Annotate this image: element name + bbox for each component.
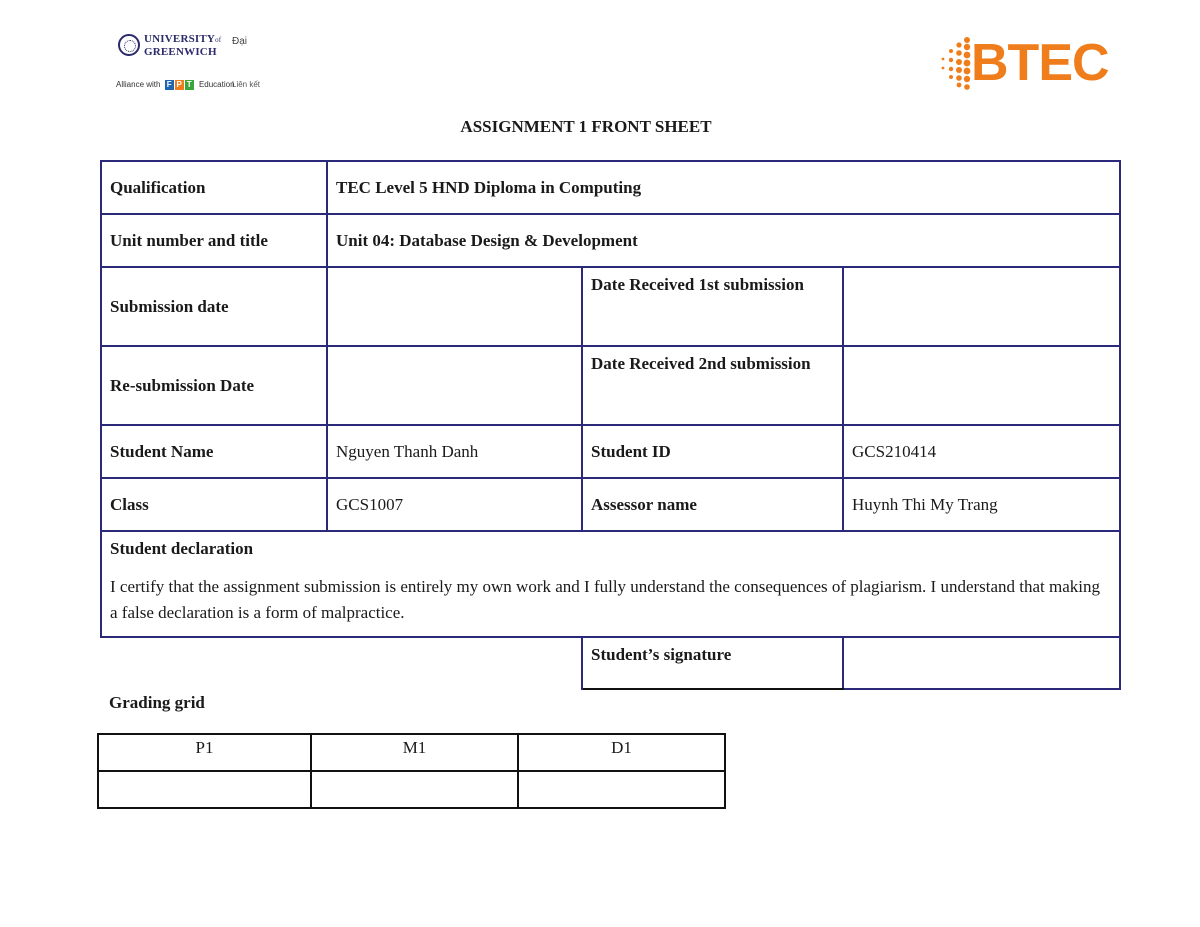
resubmission-date-label: Re-submission Date bbox=[101, 346, 327, 425]
university-seal-icon bbox=[118, 34, 140, 56]
table-row-qualification bbox=[101, 161, 1120, 214]
grade-header-p1: P1 bbox=[98, 734, 311, 771]
table-row-declaration bbox=[101, 531, 1120, 637]
grading-grid-table bbox=[97, 733, 726, 809]
declaration-text: I certify that the assignment submission is entirely my own work and I fully understand the consequences of plagiarism. I understand that making a false declaration is a form of malpractice. bbox=[110, 577, 1101, 622]
grade-cell-d1[interactable] bbox=[518, 771, 725, 808]
alliance-line: Alliance with F P T Education bbox=[116, 80, 235, 90]
resubmission-date-field[interactable] bbox=[327, 346, 582, 425]
alliance-side-text: Liên kết bbox=[232, 80, 261, 89]
grade-header-m1: M1 bbox=[311, 734, 518, 771]
submission-date-label: Submission date bbox=[101, 267, 327, 346]
grading-grid-title: Grading grid bbox=[109, 693, 205, 712]
btec-logo bbox=[937, 36, 1122, 92]
university-of-greenwich-logo bbox=[112, 30, 262, 96]
qualification-value: TEC Level 5 HND Diploma in Computing bbox=[327, 161, 1120, 214]
date-received-2nd-label: Date Received 2nd submission bbox=[582, 346, 843, 425]
student-name-value: Nguyen Thanh Danh bbox=[327, 425, 582, 478]
btec-wordmark: BTEC bbox=[971, 34, 1109, 92]
grading-header-row bbox=[98, 734, 725, 771]
signature-label: Student’s signature bbox=[582, 637, 843, 689]
student-id-value: GCS210414 bbox=[843, 425, 1120, 478]
table-row-class bbox=[101, 478, 1120, 531]
qualification-label: Qualification bbox=[101, 161, 327, 214]
signature-spacer bbox=[101, 637, 582, 689]
class-value: GCS1007 bbox=[327, 478, 582, 531]
front-sheet-table bbox=[100, 160, 1121, 690]
declaration-title: Student declaration bbox=[110, 539, 254, 558]
assessor-name-value: Huynh Thi My Trang bbox=[843, 478, 1120, 531]
unit-label: Unit number and title bbox=[101, 214, 327, 267]
table-row-submission bbox=[101, 267, 1120, 346]
fpt-logo: F P T bbox=[165, 80, 195, 90]
grade-cell-p1[interactable] bbox=[98, 771, 311, 808]
class-label: Class bbox=[101, 478, 327, 531]
table-row-unit bbox=[101, 214, 1120, 267]
grading-value-row bbox=[98, 771, 725, 808]
assessor-name-label: Assessor name bbox=[582, 478, 843, 531]
table-row-resubmission bbox=[101, 346, 1120, 425]
student-declaration bbox=[101, 531, 1120, 637]
table-row-student bbox=[101, 425, 1120, 478]
university-side-text: Đại bbox=[232, 36, 248, 47]
date-received-2nd-field[interactable] bbox=[843, 346, 1120, 425]
grade-header-d1: D1 bbox=[518, 734, 725, 771]
date-received-1st-label: Date Received 1st submission bbox=[582, 267, 843, 346]
student-name-label: Student Name bbox=[101, 425, 327, 478]
university-name: UNIVERSITYof GREENWICH bbox=[144, 33, 222, 58]
submission-date-field[interactable] bbox=[327, 267, 582, 346]
student-id-label: Student ID bbox=[582, 425, 843, 478]
date-received-1st-field[interactable] bbox=[843, 267, 1120, 346]
unit-value: Unit 04: Database Design & Development bbox=[327, 214, 1120, 267]
table-row-signature bbox=[101, 637, 1120, 689]
grade-cell-m1[interactable] bbox=[311, 771, 518, 808]
page-title: ASSIGNMENT 1 FRONT SHEET bbox=[460, 117, 712, 136]
signature-field[interactable] bbox=[843, 637, 1120, 689]
